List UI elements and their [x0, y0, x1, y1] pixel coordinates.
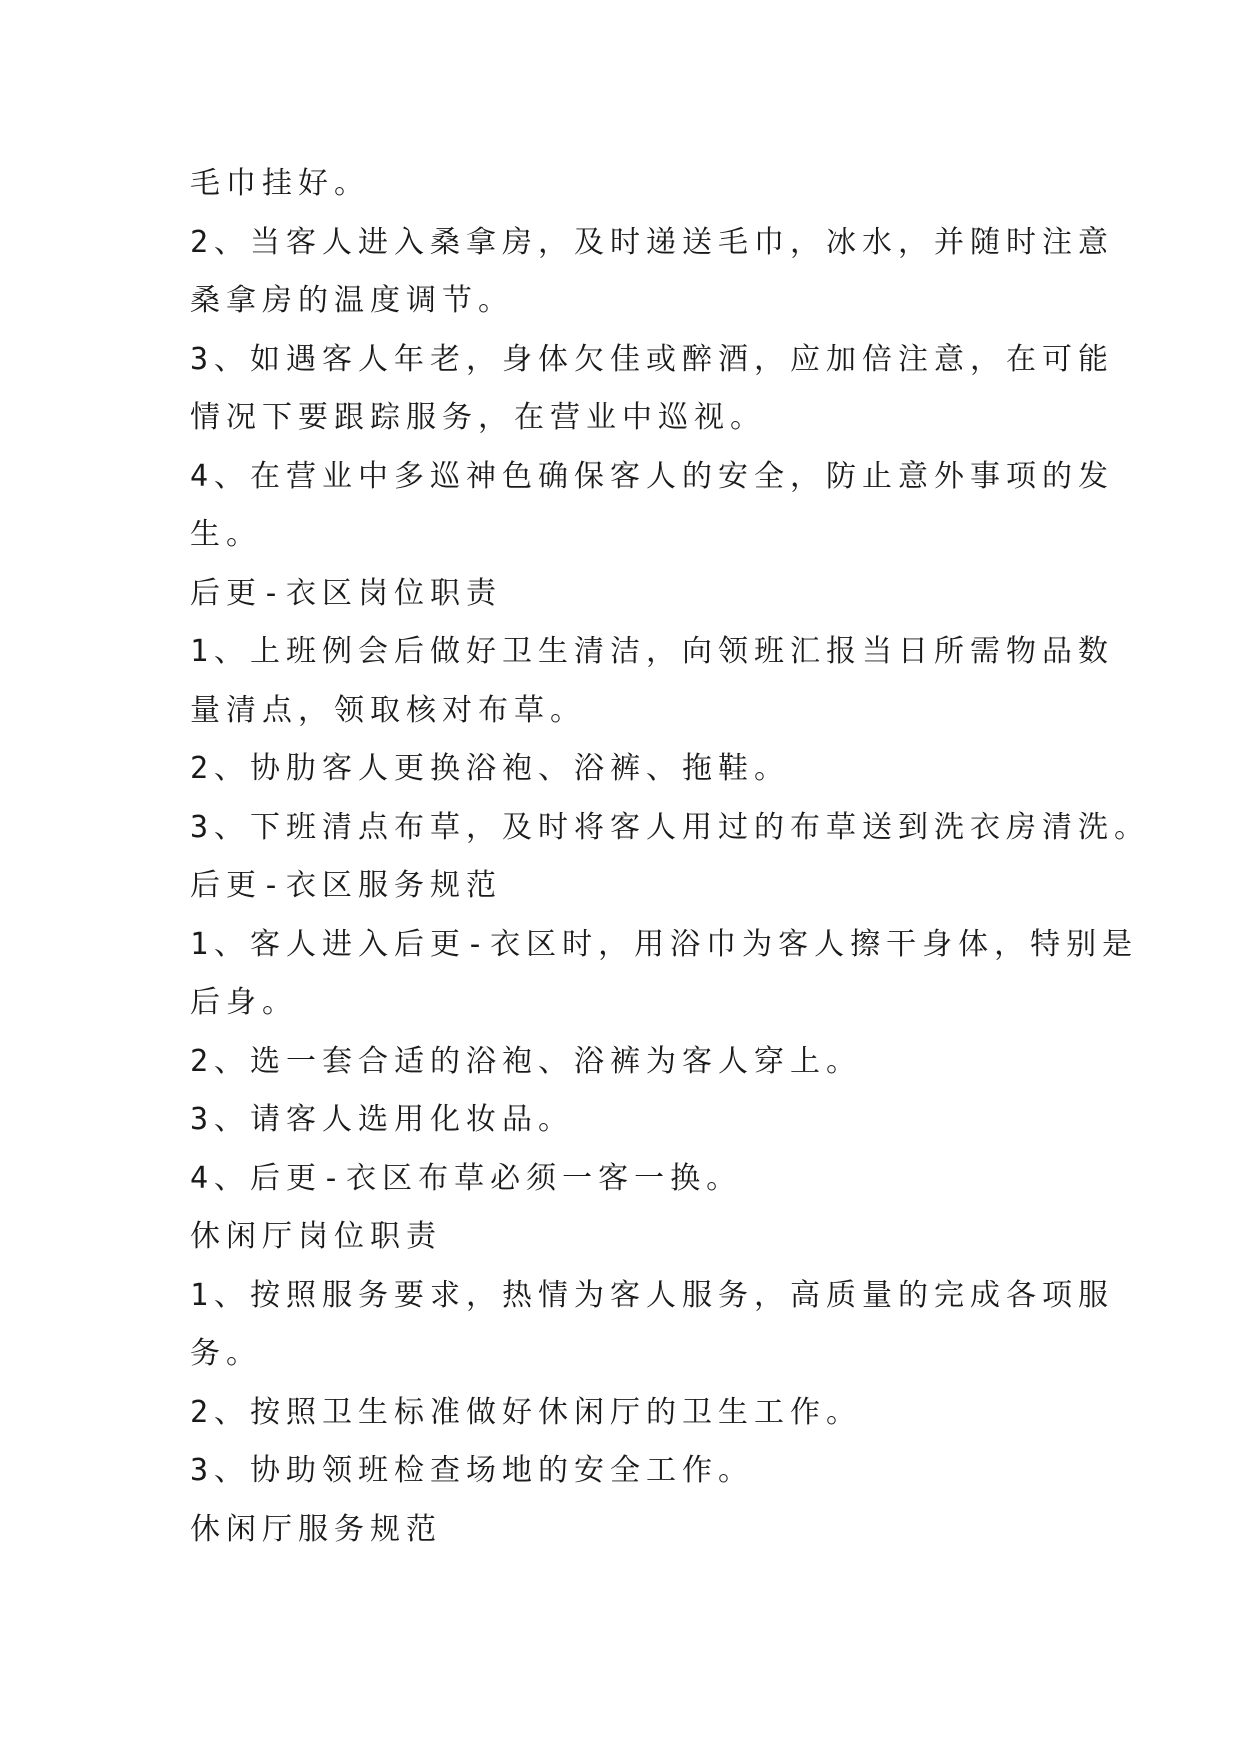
- text-line: 3、如遇客人年老，身体欠佳或醉酒，应加倍注意，在可能: [190, 341, 1115, 377]
- document-body: [190, 155, 1151, 1559]
- text-line: 务。: [190, 1336, 262, 1371]
- section-heading: 后更-衣区服务规范: [190, 868, 503, 903]
- text-line: 1、客人进入后更-衣区时，用浴巾为客人擦干身体，特别是: [190, 926, 1139, 962]
- text-line: 4、后更-衣区布草必须一客一换。: [190, 1160, 743, 1196]
- text-line: 2、协肋客人更换浴袍、浴裤、拖鞋。: [190, 751, 791, 786]
- text-line: 4、在营业中多巡神色确保客人的安全，防止意外事项的发: [190, 458, 1115, 494]
- section-heading: 后更-衣区岗位职责: [190, 575, 503, 611]
- text-line: 1、上班例会后做好卫生清洁，向领班汇报当日所需物品数: [190, 634, 1115, 669]
- text-line: 后身。: [190, 985, 298, 1020]
- text-line: 2、当客人进入桑拿房，及时递送毛巾，冰水，并随时注意: [190, 224, 1115, 260]
- text-line: 生。: [190, 517, 262, 552]
- section-heading: 休闲厅服务规范: [190, 1511, 442, 1547]
- section-heading: 休闲厅岗位职责: [190, 1219, 442, 1254]
- text-line: 3、请客人选用化妆品。: [190, 1102, 575, 1137]
- text-line: 桑拿房的温度调节。: [190, 283, 514, 318]
- text-line: 2、按照卫生标准做好休闲厅的卫生工作。: [190, 1394, 863, 1430]
- text-line: 毛巾挂好。: [190, 166, 370, 201]
- text-line: 3、协助领班检查场地的安全工作。: [190, 1453, 755, 1488]
- text-line: 情况下要跟踪服务，在营业中巡视。: [190, 400, 766, 435]
- text-line: 2、选一套合适的浴袍、浴裤为客人穿上。: [190, 1043, 863, 1079]
- text-line: 3、下班清点布草，及时将客人用过的布草送到洗衣房清洗。: [190, 809, 1151, 845]
- text-line: 1、按照服务要求，热情为客人服务，高质量的完成各项服: [190, 1277, 1115, 1313]
- text-line: 量清点，领取核对布草。: [190, 692, 586, 728]
